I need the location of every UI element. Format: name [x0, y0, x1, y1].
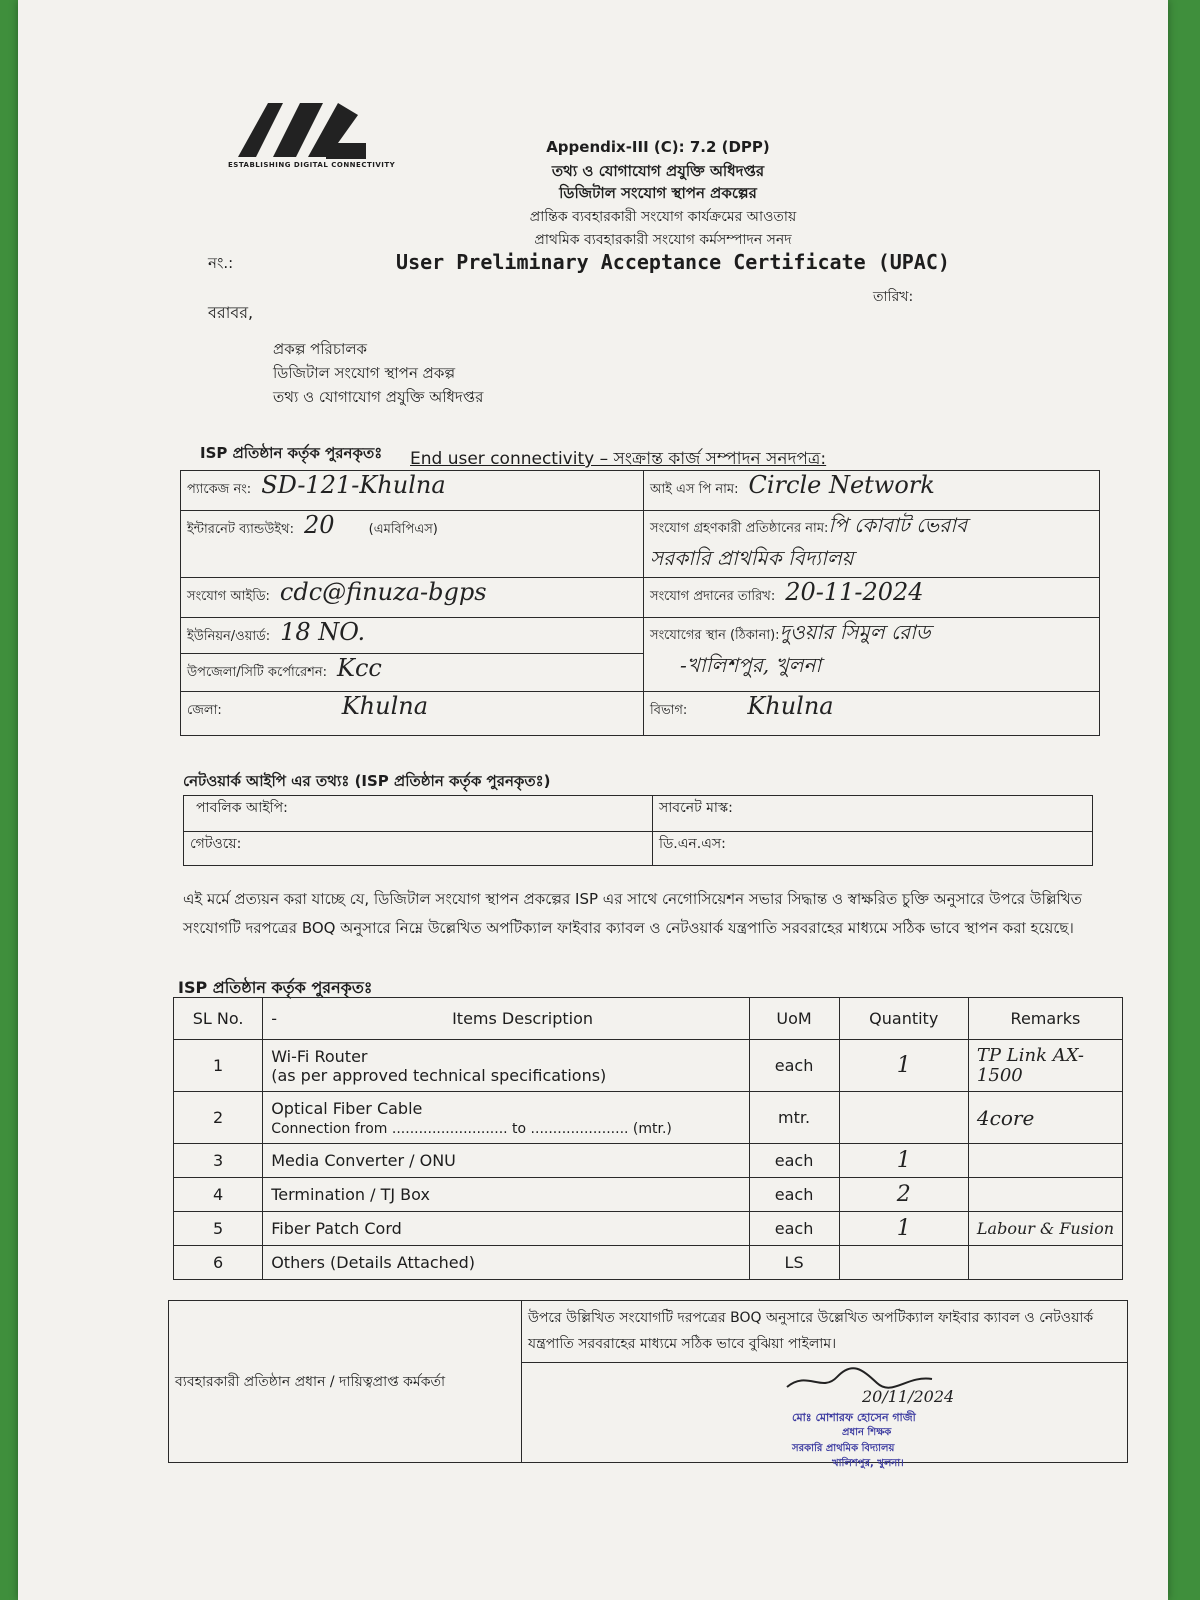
subnet-label: সাবনেট মাস্ক:: [653, 796, 1093, 832]
row-6-uom: LS: [749, 1246, 839, 1280]
conn-id-cell: [181, 578, 644, 618]
user-head-label: ব্যবহারকারী প্রতিষ্ঠান প্রধান / দায়িত্বপ্রাপ্ত কর্মকর্তা: [169, 1301, 522, 1463]
col-sl: SL No.: [174, 998, 263, 1040]
recipient-value-2: সরকারি প্রাথমিক বিদ্যালয়: [650, 546, 854, 570]
document-page: [18, 0, 1168, 1600]
row-1-desc-main: Wi-Fi Router: [271, 1046, 368, 1066]
signature-cell: [522, 1363, 1128, 1469]
row-1-uom: each: [749, 1040, 839, 1092]
stamp-title: প্রধান শিক্ষক: [842, 1427, 892, 1438]
row-5-qty: 1: [839, 1212, 968, 1246]
connectivity-table: [180, 470, 1100, 736]
row-2-sl: 2: [174, 1092, 263, 1144]
no-label: নং.:: [208, 254, 234, 272]
connectivity-heading: End user connectivity – সংক্রান্ত কার্জ সম্পাদন সনদপত্র:: [410, 449, 827, 469]
gateway-label: গেটওয়ে:: [184, 832, 653, 866]
table-row: [174, 1040, 1123, 1092]
row-2-desc-sub: Connection from .......................... to ...................... (mtr.): [271, 1120, 672, 1137]
header-line-1: তথ্য ও যোগাযোগ প্রযুক্তি অধিদপ্তর: [551, 162, 765, 180]
appendix-label: Appendix-III (C): 7.2 (DPP): [546, 138, 770, 156]
row-3-desc: Media Converter / ONU: [263, 1144, 749, 1178]
location-label: সংযোগের স্থান (ঠিকানা):: [650, 628, 780, 643]
conn-id-label: সংযোগ আইডি:: [187, 589, 270, 604]
upazila-cell: [181, 654, 644, 692]
row-3-sl: 3: [174, 1144, 263, 1178]
district-value: Khulna: [341, 692, 429, 720]
row-3-remarks: [968, 1144, 1122, 1178]
addressee-line-1: প্রকল্প পরিচালক: [273, 340, 368, 358]
upazila-label: উপজেলা/সিটি কর্পোরেশন:: [187, 665, 328, 680]
stamp-name: মোঃ মোশারফ হোসেন গাজী: [792, 1411, 916, 1424]
location-value-2: -খালিশপুর, খুলনা: [680, 653, 822, 677]
district-cell: [181, 692, 644, 736]
stamp-school: সরকারি প্রাথমিক বিদ্যালয়: [792, 1443, 895, 1454]
stamp-address: খালিশপুর, খুলনা।: [832, 1458, 904, 1469]
table-row: [174, 1144, 1123, 1178]
conn-id-value: cdc@finuza-bgps: [279, 578, 487, 606]
row-6-desc: Others (Details Attached): [263, 1246, 749, 1280]
row-2-uom: mtr.: [749, 1092, 839, 1144]
union-cell: [181, 618, 644, 654]
row-1-remarks: TP Link AX-1500: [968, 1040, 1122, 1092]
row-6-sl: 6: [174, 1246, 263, 1280]
location-value-1: দুওয়ার সিমুল রোড: [779, 620, 931, 644]
col-dash: -: [271, 1009, 277, 1028]
items-header-row: [174, 998, 1123, 1040]
row-4-uom: each: [749, 1178, 839, 1212]
date-label: তারিখ:: [873, 289, 914, 305]
row-4-qty: 2: [839, 1178, 968, 1212]
recipient-value-1: পি কোবাট ভেরাব: [828, 513, 968, 537]
edc-logo: [228, 95, 396, 190]
conn-date-label: সংযোগ প্রদানের তারিখ:: [650, 589, 776, 604]
addressee-line-3: তথ্য ও যোগাযোগ প্রযুক্তি অধিদপ্তর: [273, 388, 484, 406]
isp-name-value: Circle Network: [748, 471, 935, 499]
table-row: [174, 1178, 1123, 1212]
union-label: ইউনিয়ন/ওয়ার্ড:: [187, 629, 271, 644]
row-4-sl: 4: [174, 1178, 263, 1212]
union-value: 18 NO.: [280, 618, 366, 646]
to-label: বরাবর,: [208, 303, 254, 322]
items-table: [173, 997, 1123, 1280]
isp-heading: ISP প্রতিষ্ঠান কর্তৃক পুরনকৃতঃ: [200, 444, 383, 462]
row-6-qty: [839, 1246, 968, 1280]
row-1-desc: [263, 1040, 749, 1092]
row-2-desc-main: Optical Fiber Cable: [271, 1098, 423, 1118]
col-desc: [263, 998, 749, 1040]
header-line-3: প্রান্তিক ব্যবহারকারী সংযোগ কার্যক্রমের আওতায়: [529, 209, 797, 225]
division-cell: [644, 692, 1100, 736]
col-desc-label: Items Description: [452, 1009, 594, 1028]
row-1-sl: 1: [174, 1040, 263, 1092]
table-row: [174, 1246, 1123, 1280]
location-cell: [644, 618, 1100, 692]
page-title: User Preliminary Acceptance Certificate (UPAC): [396, 250, 950, 274]
signature-date: 20/11/2024: [862, 1387, 955, 1406]
isp-name-cell: [644, 471, 1100, 511]
row-2-remarks: 4core: [968, 1092, 1122, 1144]
isp-name-label: আই এস পি নাম:: [650, 482, 739, 497]
header-line-2: ডিজিটাল সংযোগ স্থাপন প্রকল্পের: [559, 184, 757, 202]
signature-table: [168, 1300, 1128, 1469]
division-label: বিভাগ:: [650, 703, 688, 718]
bandwidth-value: 20: [303, 511, 335, 539]
network-table: [183, 795, 1093, 866]
row-5-desc: Fiber Patch Cord: [263, 1212, 749, 1246]
upazila-value: Kcc: [337, 654, 382, 682]
conn-date-value: 20-11-2024: [785, 578, 924, 606]
logo-caption: ESTABLISHING DIGITAL CONNECTIVITY: [228, 161, 396, 169]
confirmation-text: উপরে উল্লিখিত সংযোগটি দরপত্রের BOQ অনুসারে উল্লেখিত অপটিক্যাল ফাইবার ক্যাবল ও নেটওয়ার্ক যন্ত্রপাতি সরবরাহের মাধ্যমে সঠিক ভাবে বুঝিয়া পাইলাম।: [522, 1301, 1128, 1363]
items-heading: ISP প্রতিষ্ঠান কর্তৃক পুরনকৃতঃ: [178, 978, 373, 997]
row-4-remarks: [968, 1178, 1122, 1212]
col-uom: UoM: [749, 998, 839, 1040]
addressee-line-2: ডিজিটাল সংযোগ স্থাপন প্রকল্প: [273, 364, 456, 382]
table-row: [174, 1212, 1123, 1246]
row-3-qty: 1: [839, 1144, 968, 1178]
row-1-qty: 1: [839, 1040, 968, 1092]
package-value: SD-121-Khulna: [261, 471, 446, 499]
col-qty: Quantity: [839, 998, 968, 1040]
row-5-remarks: Labour & Fusion: [968, 1212, 1122, 1246]
package-cell: [181, 471, 644, 511]
package-label: প্যাকেজ নং:: [187, 482, 252, 497]
division-value: Khulna: [747, 692, 834, 720]
public-ip-label: পাবলিক আইপি:: [184, 796, 653, 832]
recipient-label: সংযোগ গ্রহণকারী প্রতিষ্ঠানের নাম:: [650, 521, 829, 536]
row-5-sl: 5: [174, 1212, 263, 1246]
network-heading: নেটওয়ার্ক আইপি এর তথ্যঃ (ISP প্রতিষ্ঠান কর্তৃক পুরনকৃতঃ): [183, 772, 551, 790]
table-row: [174, 1092, 1123, 1144]
row-1-desc-sub: (as per approved technical specifications): [271, 1065, 607, 1085]
row-2-desc: [263, 1092, 749, 1144]
bandwidth-cell: [181, 511, 644, 578]
row-3-uom: each: [749, 1144, 839, 1178]
bandwidth-unit: (এমবিপিএস): [368, 522, 438, 537]
row-2-qty: [839, 1092, 968, 1144]
row-5-uom: each: [749, 1212, 839, 1246]
recipient-cell: [644, 511, 1100, 578]
col-remarks: Remarks: [968, 998, 1122, 1040]
row-4-desc: Termination / TJ Box: [263, 1178, 749, 1212]
declaration-text: এই মর্মে প্রত্যয়ন করা যাচ্ছে যে, ডিজিটাল সংযোগ স্থাপন প্রকল্পের ISP এর সাথে নেগোসিয়েশন সভার সিদ্ধান্ত ও স্বাক্ষরিত চুক্তি অনুসারে উপরে উল্লিখিত সংযোগটি দরপত্রের BOQ অনুসারে নিম্নে উল্লেখিত অপটিক্যাল ফাইবার ক্যাবল ও নেটওয়ার্ক যন্ত্রপাতি সরবরাহের মাধ্যমে সঠিক ভাবে স্থাপন করা হয়েছে।: [183, 890, 1082, 937]
conn-date-cell: [644, 578, 1100, 618]
dns-label: ডি.এন.এস:: [653, 832, 1093, 866]
district-label: জেলা:: [187, 703, 222, 718]
row-6-remarks: [968, 1246, 1122, 1280]
header-line-4: প্রাথমিক ব্যবহারকারী সংযোগ কর্মসম্পাদন সনদ: [534, 232, 792, 248]
bandwidth-label: ইন্টারনেট ব্যান্ডউইথ:: [187, 522, 294, 537]
